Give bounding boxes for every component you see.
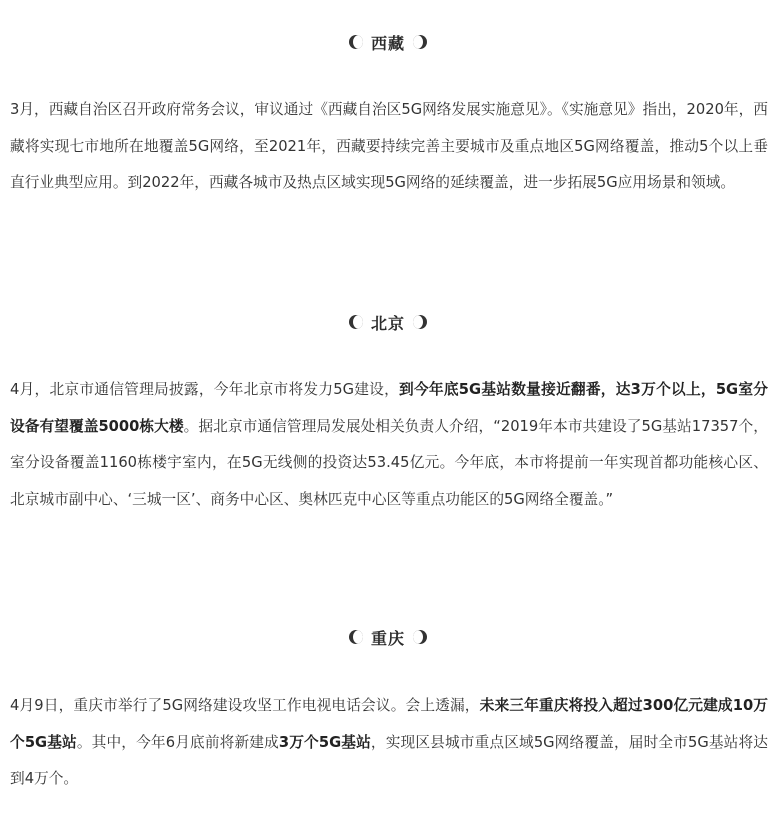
crescent-right-icon — [413, 630, 427, 644]
paragraph-text: 4月，北京市通信管理局披露，今年北京市将发力5G建设， — [10, 381, 400, 398]
section-title: 西藏 — [370, 33, 405, 53]
crescent-left-icon — [349, 315, 363, 329]
paragraph-text: 4月9日，重庆市举行了5G网络建设攻坚工作电视电话会议。会上透漏， — [10, 697, 480, 714]
crescent-right-icon — [413, 35, 427, 49]
paragraph-highlight: 到今年底5G基站数量接近翻番，达3万个以上，5G室分设备有望覆盖5000栋大楼 — [10, 381, 768, 435]
paragraph-highlight: 3万个5G基站 — [278, 733, 371, 751]
crescent-left-icon — [349, 630, 363, 644]
paragraph-text: 。其中，今年6月底前将新建成 — [76, 733, 279, 751]
crescent-left-icon — [349, 35, 363, 49]
section-paragraph-chongqing — [10, 688, 768, 798]
section-heading-xizang — [0, 30, 776, 54]
paragraph-text: ，实现区县城市重点区域5G网络覆盖，届时全市5G基站将达到4万个。 — [10, 733, 768, 787]
section-heading-beijing — [0, 310, 776, 334]
section-title: 北京 — [370, 313, 405, 333]
paragraph-text: 。据北京市通信管理局发展处相关负责人介绍，“2019年本市共建设了5G基站17357个，室分设备覆盖1160栋楼宇室内，在5G无线侧的投资达53.45亿元。今年底，本市将提前一年实现首都功能核心区、北京城市副中心、‘三城一区’、商务中心区、奥林匹克中心区等重点功能区的5G网络全覆盖。” — [10, 417, 768, 508]
section-paragraph-beijing — [10, 372, 768, 518]
crescent-right-icon — [413, 315, 427, 329]
section-paragraph-xizang — [10, 92, 768, 202]
section-title: 重庆 — [370, 628, 405, 648]
paragraph-text: 3月，西藏自治区召开政府常务会议，审议通过《西藏自治区5G网络发展实施意见》。《实施意见》指出，2020年，西藏将实现七市地所在地覆盖5G网络，至2021年，西藏要持续完善主要城市及重点地区5G网络覆盖，推动5个以上垂直行业典型应用。到2022年，西藏各城市及热点区域实现5G网络的延续覆盖，进一步拓展5G应用场景和领域。 — [10, 101, 768, 191]
section-heading-chongqing — [0, 625, 776, 649]
paragraph-highlight: 未来三年重庆将投入超过300亿元建成10万个5G基站 — [10, 697, 768, 751]
